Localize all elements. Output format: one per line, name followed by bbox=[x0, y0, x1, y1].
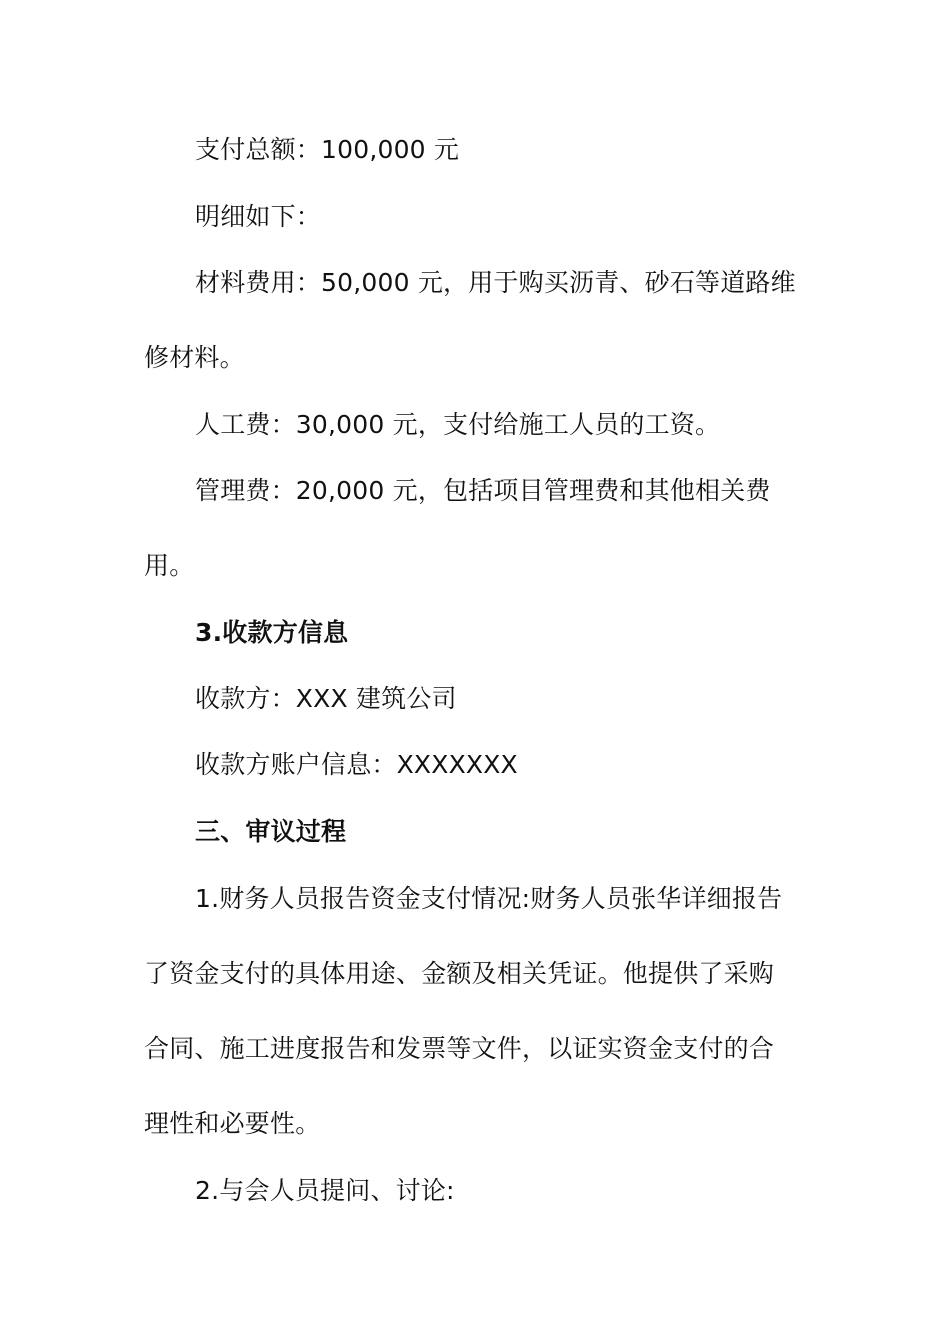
finance-report-line-1: 1.财务人员报告资金支付情况:财务人员张华详细报告 bbox=[195, 884, 783, 913]
payee-account-text: 收款方账户信息：XXXXXXX bbox=[195, 750, 518, 779]
finance-report-line-3: 合同、施工进度报告和发票等文件，以证实资金支付的合 bbox=[144, 1034, 775, 1063]
management-cost-line-1: 管理费：20,000 元，包括项目管理费和其他相关费 bbox=[195, 476, 771, 505]
review-process-heading: 三、审议过程 bbox=[195, 817, 347, 846]
payment-total-text: 支付总额：100,000 元 bbox=[195, 135, 460, 164]
labor-cost-text: 人工费：30,000 元，支付给施工人员的工资。 bbox=[195, 410, 721, 439]
payee-text: 收款方：XXX 建筑公司 bbox=[195, 684, 457, 713]
management-cost-line-2: 用。 bbox=[144, 551, 195, 580]
detail-intro-text: 明细如下： bbox=[195, 202, 322, 231]
material-cost-line-1: 材料费用：50,000 元，用于购买沥青、砂石等道路维 bbox=[195, 268, 796, 297]
finance-report-line-4: 理性和必要性。 bbox=[144, 1109, 321, 1138]
material-cost-line-2: 修材料。 bbox=[144, 343, 245, 372]
payee-section-heading: 3.收款方信息 bbox=[195, 618, 349, 647]
finance-report-line-2: 了资金支付的具体用途、金额及相关凭证。他提供了采购 bbox=[144, 959, 775, 988]
discussion-text: 2.与会人员提问、讨论: bbox=[195, 1176, 455, 1205]
